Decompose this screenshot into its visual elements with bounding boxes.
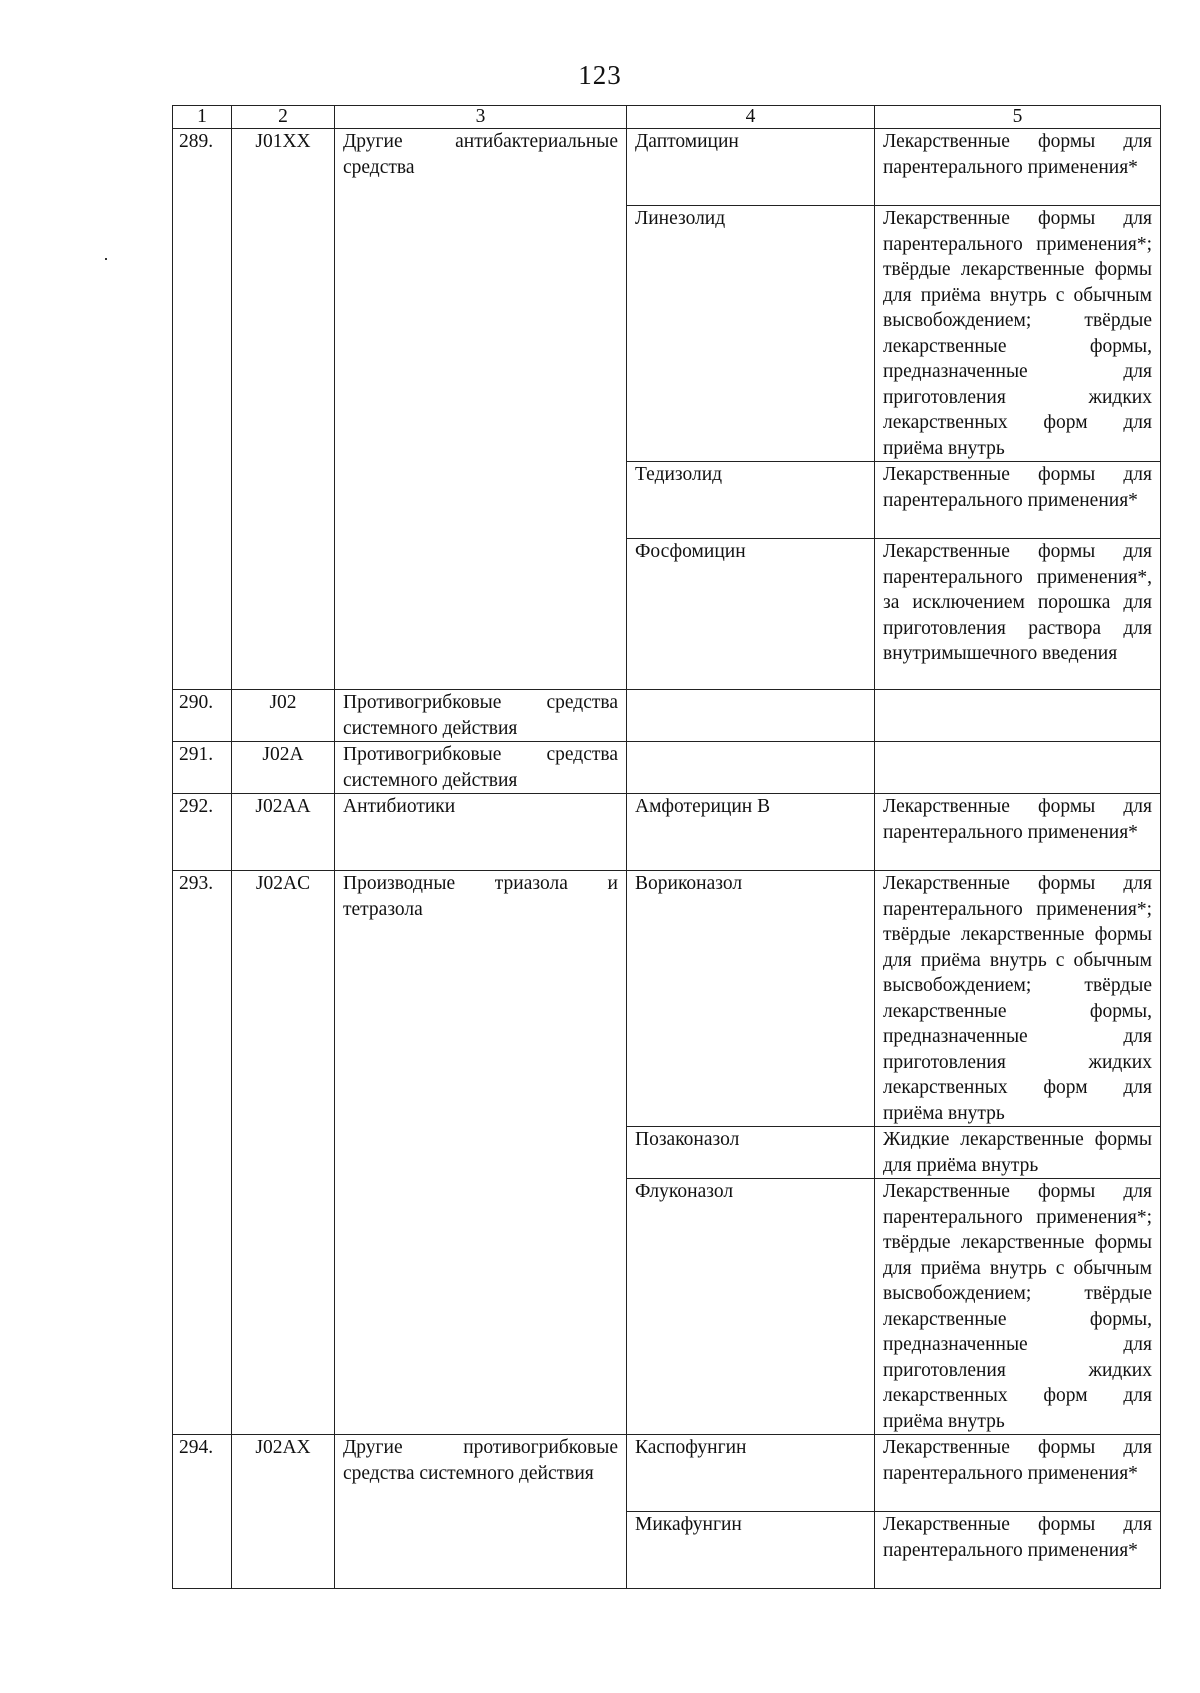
atc-code-continuation bbox=[232, 206, 335, 462]
dosage-form: Лекарственные формы для парентерального применения* bbox=[875, 794, 1161, 871]
drug-table bbox=[172, 105, 1161, 1589]
atc-code-continuation bbox=[232, 462, 335, 539]
atc-code: J02AA bbox=[232, 794, 335, 871]
group-name-continuation bbox=[335, 206, 627, 462]
drug-name: Амфотерицин В bbox=[627, 794, 875, 871]
row-number-continuation bbox=[173, 1179, 232, 1435]
dosage-form: Лекарственные формы для парентерального применения* bbox=[875, 462, 1161, 539]
table-row bbox=[173, 539, 1161, 690]
column-header: 4 bbox=[627, 106, 875, 129]
row-number: 294. bbox=[173, 1435, 232, 1512]
atc-code-continuation bbox=[232, 1179, 335, 1435]
table-row bbox=[173, 794, 1161, 871]
drug-name bbox=[627, 742, 875, 794]
column-header: 3 bbox=[335, 106, 627, 129]
drug-name: Линезолид bbox=[627, 206, 875, 462]
drug-name: Тедизолид bbox=[627, 462, 875, 539]
dosage-form bbox=[875, 690, 1161, 742]
table-row bbox=[173, 129, 1161, 206]
drug-name: Флуконазол bbox=[627, 1179, 875, 1435]
table-row bbox=[173, 1512, 1161, 1589]
table-row bbox=[173, 1179, 1161, 1435]
table-row bbox=[173, 690, 1161, 742]
drug-name: Фосфомицин bbox=[627, 539, 875, 690]
row-number: 290. bbox=[173, 690, 232, 742]
group-name: Антибиотики bbox=[335, 794, 627, 871]
dosage-form: Лекарственные формы для парентерального применения*; твёрдые лекарственные формы для приёма внутрь с обычным высвобождением; твёрдые лекарственные формы, предназначенные для приготовления жидких лекарственных форм для приёма внутрь bbox=[875, 1179, 1161, 1435]
scan-speck bbox=[105, 258, 107, 260]
drug-name: Каспофунгин bbox=[627, 1435, 875, 1512]
dosage-form: Лекарственные формы для парентерального применения*, за исключением порошка для приготовления раствора для внутримышечного введения bbox=[875, 539, 1161, 690]
atc-code-continuation bbox=[232, 539, 335, 690]
group-name-continuation bbox=[335, 1179, 627, 1435]
atc-code-continuation bbox=[232, 1127, 335, 1179]
group-name: Производные триазола и тетразола bbox=[335, 871, 627, 1127]
dosage-form: Лекарственные формы для парентерального применения* bbox=[875, 1435, 1161, 1512]
table-row bbox=[173, 206, 1161, 462]
column-header: 2 bbox=[232, 106, 335, 129]
drug-name: Позаконазол bbox=[627, 1127, 875, 1179]
drug-name: Даптомицин bbox=[627, 129, 875, 206]
dosage-form bbox=[875, 742, 1161, 794]
dosage-form: Лекарственные формы для парентерального применения* bbox=[875, 1512, 1161, 1589]
atc-code: J02AC bbox=[232, 871, 335, 1127]
table-row bbox=[173, 1127, 1161, 1179]
group-name: Другие антибактериальные средства bbox=[335, 129, 627, 206]
drug-name: Микафунгин bbox=[627, 1512, 875, 1589]
group-name: Противогрибковые средства системного действия bbox=[335, 742, 627, 794]
atc-code: J02AX bbox=[232, 1435, 335, 1512]
table-row bbox=[173, 1435, 1161, 1512]
row-number: 289. bbox=[173, 129, 232, 206]
drug-name bbox=[627, 690, 875, 742]
table-row bbox=[173, 462, 1161, 539]
atc-code: J02 bbox=[232, 690, 335, 742]
group-name-continuation bbox=[335, 462, 627, 539]
group-name-continuation bbox=[335, 539, 627, 690]
page-number: 123 bbox=[578, 60, 622, 90]
atc-code: J02A bbox=[232, 742, 335, 794]
row-number-continuation bbox=[173, 539, 232, 690]
row-number-continuation bbox=[173, 1127, 232, 1179]
row-number-continuation bbox=[173, 462, 232, 539]
group-name-continuation bbox=[335, 1127, 627, 1179]
dosage-form: Жидкие лекарственные формы для приёма внутрь bbox=[875, 1127, 1161, 1179]
atc-code-continuation bbox=[232, 1512, 335, 1589]
row-number: 293. bbox=[173, 871, 232, 1127]
dosage-form: Лекарственные формы для парентерального применения*; твёрдые лекарственные формы для приёма внутрь с обычным высвобождением; твёрдые лекарственные формы, предназначенные для приготовления жидких лекарственных форм для приёма внутрь bbox=[875, 871, 1161, 1127]
dosage-form: Лекарственные формы для парентерального применения* bbox=[875, 129, 1161, 206]
row-number: 291. bbox=[173, 742, 232, 794]
group-name-continuation bbox=[335, 1512, 627, 1589]
group-name: Противогрибковые средства системного действия bbox=[335, 690, 627, 742]
drug-name: Вориконазол bbox=[627, 871, 875, 1127]
table-row bbox=[173, 742, 1161, 794]
row-number-continuation bbox=[173, 1512, 232, 1589]
row-number-continuation bbox=[173, 206, 232, 462]
dosage-form: Лекарственные формы для парентерального применения*; твёрдые лекарственные формы для приёма внутрь с обычным высвобождением; твёрдые лекарственные формы, предназначенные для приготовления жидких лекарственных форм для приёма внутрь bbox=[875, 206, 1161, 462]
header-row bbox=[173, 106, 1161, 129]
group-name: Другие противогрибковые средства системного действия bbox=[335, 1435, 627, 1512]
atc-code: J01XX bbox=[232, 129, 335, 206]
table-row bbox=[173, 871, 1161, 1127]
column-header: 5 bbox=[875, 106, 1161, 129]
column-header: 1 bbox=[173, 106, 232, 129]
row-number: 292. bbox=[173, 794, 232, 871]
